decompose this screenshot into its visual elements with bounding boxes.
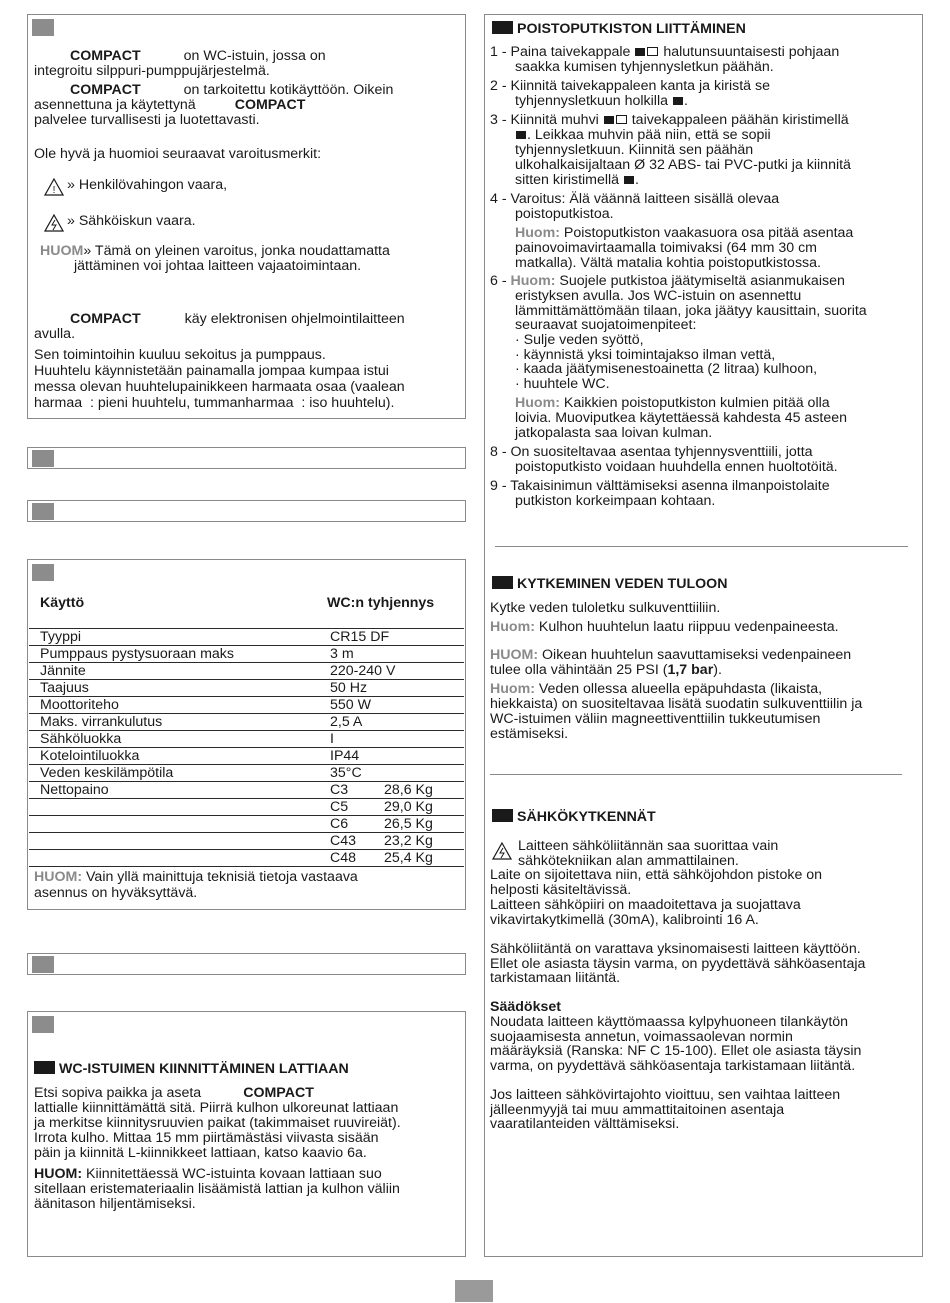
spec-value: C6 xyxy=(330,816,384,833)
svg-text:!: ! xyxy=(52,185,56,196)
general-warning-line-2: jättäminen voi johtaa laitteen vajaatoimintaan. xyxy=(74,258,362,274)
water-note-1: Huom: Kulhon huuhtelun laatu riippuu vedenpaineesta. xyxy=(490,619,839,635)
drain-note-4-line-2: painovoimavirtaamalla toimivaksi (64 mm 30 cm xyxy=(515,240,817,256)
operation-line-1: COMPACT käy elektronisen ohjelmointilaitteen xyxy=(70,311,405,327)
spec-value: 2,5 A xyxy=(330,714,464,731)
intro-line-2: integroitu silppuri-pumppujärjestelmä. xyxy=(34,63,270,79)
electric-line-3: Laite on sijoitettava niin, että sähköjohdon pistoke on xyxy=(490,867,823,883)
part-outline-icon xyxy=(616,115,627,124)
specs-row xyxy=(29,731,464,748)
intro-line-5: palvelee turvallisesti ja luotettavasti. xyxy=(34,112,260,128)
spec-weight: 25,4 Kg xyxy=(384,850,464,867)
spec-value: 50 Hz xyxy=(330,680,464,697)
drain-step-6-line-7: · kaada jäätymisenestoainetta (2 litraa) kulhoon, xyxy=(515,361,818,377)
specs-row xyxy=(29,850,464,867)
heading-marker-icon xyxy=(492,21,513,34)
drain-step-3-line-2: . Leikkaa muhvin pää niin, että se sopii xyxy=(515,128,771,143)
spec-label: Maks. virrankulutus xyxy=(29,714,330,731)
part-filled-icon xyxy=(635,48,645,56)
drain-heading: POISTOPUTKISTON LIITTÄMINEN xyxy=(492,21,746,37)
heading-marker-icon xyxy=(34,1061,55,1074)
specs-row xyxy=(29,748,464,765)
specs-column-usage: Käyttö xyxy=(40,595,85,611)
section-bar-1 xyxy=(27,447,466,469)
drain-step-6-line-5: · Sulje veden syöttö, xyxy=(515,332,644,348)
specs-row xyxy=(29,714,464,731)
section-marker-icon xyxy=(32,19,54,36)
drain-note-6-line-3: jatkopalasta saa loivan kulman. xyxy=(515,425,713,441)
specs-row xyxy=(29,799,464,816)
install-line-3: ja merkitse kiinnitysruuvien paikat (takimmaiset ruuvireiät). xyxy=(34,1115,401,1131)
spec-label: Moottoriteho xyxy=(29,697,330,714)
drain-step-1-line-1: 1 - Paina taivekappale halutunsuuntaisesti pohjaan xyxy=(490,44,840,60)
install-heading: WC-ISTUIMEN KIINNITTÄMINEN LATTIAAN xyxy=(34,1061,349,1077)
specs-note-line-1: HUOM: Vain yllä mainittuja teknisiä tietoja vastaava xyxy=(34,869,358,885)
specs-row xyxy=(29,629,464,646)
spec-label: Tyyppi xyxy=(29,629,330,646)
drain-step-6-line-6: · käynnistä yksi toimintajakso ilman vettä, xyxy=(515,347,776,363)
water-line-1: Kytke veden tuloletku sulkuventtiiliin. xyxy=(490,600,721,616)
regulations-line-5: Jos laitteen sähkövirtajohto vioittuu, sen vaihtaa laitteen xyxy=(490,1087,841,1103)
section-marker-icon xyxy=(32,564,54,581)
spec-label xyxy=(29,799,330,816)
water-note-3-line-2: hiekkaista) on suositeltavaa lisätä suodatin sulkuventtiilin ja xyxy=(490,696,863,712)
drain-step-4-line-2: poistoputkistoa. xyxy=(515,206,614,222)
personal-injury-warning-icon xyxy=(44,178,64,196)
specs-row xyxy=(29,833,464,850)
intro-line-3: COMPACT on tarkoitettu kotikäyttöön. Oikein xyxy=(70,82,394,98)
intro-line-4: asennettuna ja käytettynä COMPACT xyxy=(34,97,306,113)
drain-step-6-line-1: 6 - Huom: Suojele putkistoa jäätymiseltä asianmukaisen xyxy=(490,273,845,289)
drain-step-6-line-2: eristyksen avulla. Jos WC-istuin on asennettu xyxy=(515,288,802,304)
water-heading: KYTKEMINEN VEDEN TULOON xyxy=(492,576,727,592)
part-filled-icon xyxy=(516,131,526,139)
specs-row xyxy=(29,646,464,663)
drain-step-3-line-1: 3 - Kiinnitä muhvi taivekappaleen päähän kiristimellä xyxy=(490,112,849,128)
drain-note-6-line-2: loivia. Muoviputkea käytettäessä kahdesta 45 asteen xyxy=(515,410,848,426)
spec-value: C5 xyxy=(330,799,384,816)
specs-row xyxy=(29,697,464,714)
section-marker-icon xyxy=(32,503,54,520)
page-number-tab xyxy=(455,1280,493,1302)
install-line-5: päin ja kiinnitä L-kiinnikkeet lattiaan, katso kaavio 6a. xyxy=(34,1145,367,1161)
spec-weight: 26,5 Kg xyxy=(384,816,464,833)
heading-marker-icon xyxy=(492,576,513,589)
water-note-3-line-3: WC-istuimen väliin magneettiventtiilin tukkeutumisen xyxy=(490,711,821,727)
part-filled-icon xyxy=(624,176,634,184)
spec-value: IP44 xyxy=(330,748,464,765)
part-outline-icon xyxy=(647,47,658,56)
operation-line-4: Huuhtelu käynnistetään painamalla jompaa kumpaa istui xyxy=(34,363,389,379)
operation-line-6: harmaa : pieni huuhtelu, tummanharmaa : iso huuhtelu). xyxy=(34,395,395,411)
electric-line-4: helposti käsiteltävissä. xyxy=(490,882,632,898)
specs-row xyxy=(29,663,464,680)
regulations-line-3: määräyksiä (Ranska: NF C 15-100). Ellet ole asiasta täysin xyxy=(490,1043,862,1059)
drain-step-2-line-2: tyhjennysletkuun holkilla . xyxy=(515,93,688,109)
heading-marker-icon xyxy=(492,809,513,822)
drain-step-6-line-3: lämmittämättömään tilaan, joka jäätyy kausittain, suorita xyxy=(515,303,867,319)
drain-step-3-line-4: ulkohalkaisijaltaan Ø 32 ABS- tai PVC-putki ja kiinnitä xyxy=(515,157,851,173)
electric-line-9: tarkistamaan liitäntä. xyxy=(490,970,621,986)
spec-label: Sähköluokka xyxy=(29,731,330,748)
section-bar-2 xyxy=(27,500,466,522)
regulations-heading: Säädökset xyxy=(490,999,561,1015)
water-note-2-line-1: HUOM: Oikean huuhtelun saavuttamiseksi vedenpaineen xyxy=(490,647,852,663)
part-filled-icon xyxy=(604,116,614,124)
intro-line-1: COMPACT on WC-istuin, jossa on xyxy=(70,48,326,64)
electric-line-6: vikavirtakytkimellä (30mA), kalibrointi 16 A. xyxy=(490,912,759,928)
section-marker-icon xyxy=(32,450,54,467)
part-filled-icon xyxy=(673,97,683,105)
spec-value: C48 xyxy=(330,850,384,867)
drain-step-3-line-3: tyhjennysletkuun. Kiinnitä sen päähän xyxy=(515,142,754,158)
regulations-line-6: jälleenmyyjä tai muu ammattitaitoinen asentaja xyxy=(490,1102,785,1118)
drain-step-1-line-2: saakka kumisen tyhjennysletkun päähän. xyxy=(515,59,774,75)
divider xyxy=(495,546,908,547)
drain-note-6-line-1: Huom: Kaikkien poistoputkiston kulmien pitää olla xyxy=(515,395,830,411)
regulations-line-2: suojaamisesta annetun, voimassaolevan normin xyxy=(490,1029,793,1045)
spec-value: C3 xyxy=(330,782,384,799)
spec-weight: 23,2 Kg xyxy=(384,833,464,850)
spec-label xyxy=(29,816,330,833)
water-note-2-line-2: tulee olla vähintään 25 PSI (1,7 bar). xyxy=(490,662,722,678)
drain-step-9-line-1: 9 - Takaisinimun välttämiseksi asenna ilmanpoistolaite xyxy=(490,478,830,494)
specs-row xyxy=(29,816,464,833)
operation-line-2: avulla. xyxy=(34,326,76,342)
spec-label: Pumppaus pystysuoraan maks xyxy=(29,646,330,663)
specs-row xyxy=(29,782,464,799)
warning-personal-injury: » Henkilövahingon vaara, xyxy=(67,177,228,193)
install-line-2: lattialle kiinnittämättä sitä. Piirrä kulhon ulkoreunat lattiaan xyxy=(34,1100,399,1116)
spec-value: 3 m xyxy=(330,646,464,663)
install-note-line-2: sitellaan eristemateriaalin lisäämistä lattian ja kulhon väliin xyxy=(34,1181,400,1197)
drain-step-6-line-8: · huuhtele WC. xyxy=(515,376,610,392)
spec-label: Veden keskilämpötila xyxy=(29,765,330,782)
drain-step-8-line-1: 8 - On suositeltavaa asentaa tyhjennysventtiili, jotta xyxy=(490,444,813,460)
drain-note-4-line-3: matkalla). Vältä matalia kohtia poistoputkistossa. xyxy=(515,255,821,271)
electric-line-2: sähkötekniikan alan ammattilainen. xyxy=(518,853,739,869)
spec-value: 220-240 V xyxy=(330,663,464,680)
spec-value: 550 W xyxy=(330,697,464,714)
specs-row xyxy=(29,680,464,697)
drain-note-4-line-1: Huom: Poistoputkiston vaakasuora osa pitää asentaa xyxy=(515,225,854,241)
section-bar-3 xyxy=(27,953,466,975)
install-line-1: Etsi sopiva paikka ja aseta COMPACT xyxy=(34,1085,314,1101)
section-marker-icon xyxy=(32,1016,54,1033)
spec-value: I xyxy=(330,731,464,748)
operation-line-3: Sen toimintoihin kuuluu sekoitus ja pumppaus. xyxy=(34,347,326,363)
electric-line-7: Sähköliitäntä on varattava yksinomaisesti laitteen käyttöön. xyxy=(490,941,861,957)
regulations-line-1: Noudata laitteen käyttömaassa kylpyhuoneen tilankäytön xyxy=(490,1014,849,1030)
divider xyxy=(490,774,902,775)
operation-line-5: messa olevan huuhtelupainikkeen harmaata osaa (vaalean xyxy=(34,379,405,395)
specs-row xyxy=(29,765,464,782)
install-line-4: Irrota kulho. Mittaa 15 mm piirtämästäsi viivasta sisään xyxy=(34,1130,379,1146)
regulations-line-7: vaaratilanteiden välttämiseksi. xyxy=(490,1116,680,1132)
electric-shock-warning-icon xyxy=(492,842,512,860)
install-note-line-1: HUOM: Kiinnitettäessä WC-istuinta kovaan lattiaan suo xyxy=(34,1166,382,1182)
intro-line-6: Ole hyvä ja huomioi seuraavat varoitusmerkit: xyxy=(34,146,322,162)
specs-column-function: WC:n tyhjennys xyxy=(327,595,435,611)
spec-value: C43 xyxy=(330,833,384,850)
drain-step-8-line-2: poistoputkisto voidaan huuhdella ennen huoltotöitä. xyxy=(515,459,838,475)
regulations-line-4: varma, on pyydettävä sähköasentaja tarkistamaan liitäntä. xyxy=(490,1058,856,1074)
spec-value: CR15 DF xyxy=(330,629,464,646)
spec-label xyxy=(29,850,330,867)
spec-label: Jännite xyxy=(29,663,330,680)
drain-step-3-line-5: sitten kiristimellä . xyxy=(515,172,639,188)
spec-label: Taajuus xyxy=(29,680,330,697)
drain-step-4-line-1: 4 - Varoitus: Älä väännä laitteen sisällä olevaa xyxy=(490,191,780,207)
general-warning-line-1: HUOM» Tämä on yleinen varoitus, jonka noudattamatta xyxy=(40,243,390,259)
spec-value: 35°C xyxy=(330,765,464,782)
warning-electric-shock: » Sähköiskun vaara. xyxy=(67,213,196,229)
install-note-line-3: äänitason hiljentämiseksi. xyxy=(34,1196,196,1212)
electric-shock-warning-icon xyxy=(44,214,64,232)
drain-step-2-line-1: 2 - Kiinnitä taivekappaleen kanta ja kiristä se xyxy=(490,78,770,94)
drain-step-9-line-2: putkiston korkeimpaan kohtaan. xyxy=(515,493,716,509)
electric-line-1: Laitteen sähköliitännän saa suorittaa vain xyxy=(518,838,779,854)
spec-label: Nettopaino xyxy=(29,782,330,799)
spec-weight: 29,0 Kg xyxy=(384,799,464,816)
section-marker-icon xyxy=(32,956,54,973)
water-note-3-line-1: Huom: Veden ollessa alueella epäpuhdasta (likaista, xyxy=(490,681,823,697)
spec-label xyxy=(29,833,330,850)
specs-note-line-2: asennus on hyväksyttävä. xyxy=(34,885,198,901)
spec-label: Kotelointiluokka xyxy=(29,748,330,765)
water-note-3-line-4: estämiseksi. xyxy=(490,726,569,742)
drain-step-6-line-4: seuraavat suojatoimenpiteet: xyxy=(515,317,697,333)
electric-line-8: Ellet ole asiasta täysin varma, on pyydettävä sähköasentaja xyxy=(490,956,866,972)
specs-table xyxy=(29,628,464,867)
electric-heading: SÄHKÖKYTKENNÄT xyxy=(492,809,656,825)
spec-weight: 28,6 Kg xyxy=(384,782,464,799)
electric-line-5: Laitteen sähköpiiri on maadoitettava ja suojattava xyxy=(490,897,801,913)
